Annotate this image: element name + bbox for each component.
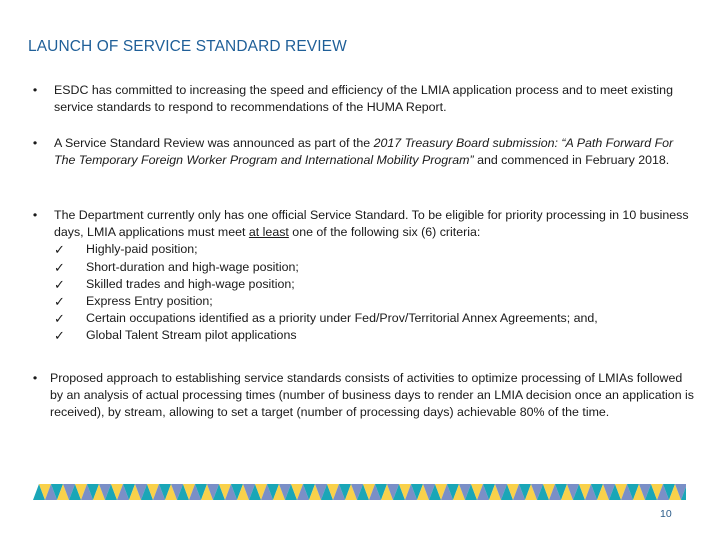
criteria-item	[54, 241, 696, 258]
checkmark-icon: ✓	[54, 294, 65, 310]
bullet-marker: •	[32, 83, 38, 97]
submission-title: 2017 Treasury Board submission: “A Path Forward For The Temporary Foreign Worker Program and International Mobility Program”	[54, 136, 674, 168]
slide-title: LAUNCH OF SERVICE STANDARD REVIEW	[28, 38, 347, 55]
emphasis-at-least: at least	[248, 225, 289, 240]
criteria-text: Certain occupations identified as a priority under Fed/Prov/Territorial Annex Agreements; and,	[86, 311, 598, 326]
criteria-item	[54, 276, 696, 293]
criteria-text: Express Entry position;	[86, 294, 213, 309]
criteria-text: Short-duration and high-wage position;	[86, 259, 299, 274]
bullet-text-part: The Department currently only has one official Service Standard. To be eligible for priority processing in 10 business days, LMIA applications must meet	[54, 208, 689, 240]
bullet-marker: •	[32, 371, 38, 385]
criteria-item	[54, 327, 696, 344]
bullet-text-part: one of the following six (6) criteria:	[288, 225, 481, 240]
decorative-triangle-banner	[33, 484, 686, 500]
criteria-item	[54, 310, 696, 327]
checkmark-icon: ✓	[54, 311, 65, 327]
bullet-text-part: A Service Standard Review was announced as part of the	[54, 136, 374, 150]
bullet-text: Proposed approach to establishing service standards consists of activities to optimize processing of LMIAs followed by an analysis of actual processing times (number of business days to render an LMIA decision once an application is received), by stream, allowing to set a target (number of processing days) achievable 80% of the time.	[50, 371, 694, 420]
bullet-text	[54, 207, 696, 345]
criteria-item	[54, 259, 696, 276]
checkmark-icon: ✓	[54, 242, 65, 258]
criteria-item	[54, 293, 696, 310]
criteria-list	[54, 241, 696, 344]
checkmark-icon: ✓	[54, 328, 65, 344]
bullet-text-part: and commenced in February 2018.	[473, 153, 670, 168]
criteria-text: Highly-paid position;	[86, 242, 198, 257]
criteria-text: Global Talent Stream pilot applications	[86, 328, 297, 343]
criteria-text: Skilled trades and high-wage position;	[86, 276, 295, 291]
checkmark-icon: ✓	[54, 276, 65, 292]
page-number: 10	[660, 508, 672, 520]
bullet-marker: •	[32, 136, 38, 150]
checkmark-icon: ✓	[54, 259, 65, 275]
bullet-text	[54, 135, 696, 169]
bullet-marker: •	[32, 208, 38, 222]
bullet-text: ESDC has committed to increasing the speed and efficiency of the LMIA application process and to meet existing service standards to respond to recommendations of the HUMA Report.	[54, 83, 673, 115]
